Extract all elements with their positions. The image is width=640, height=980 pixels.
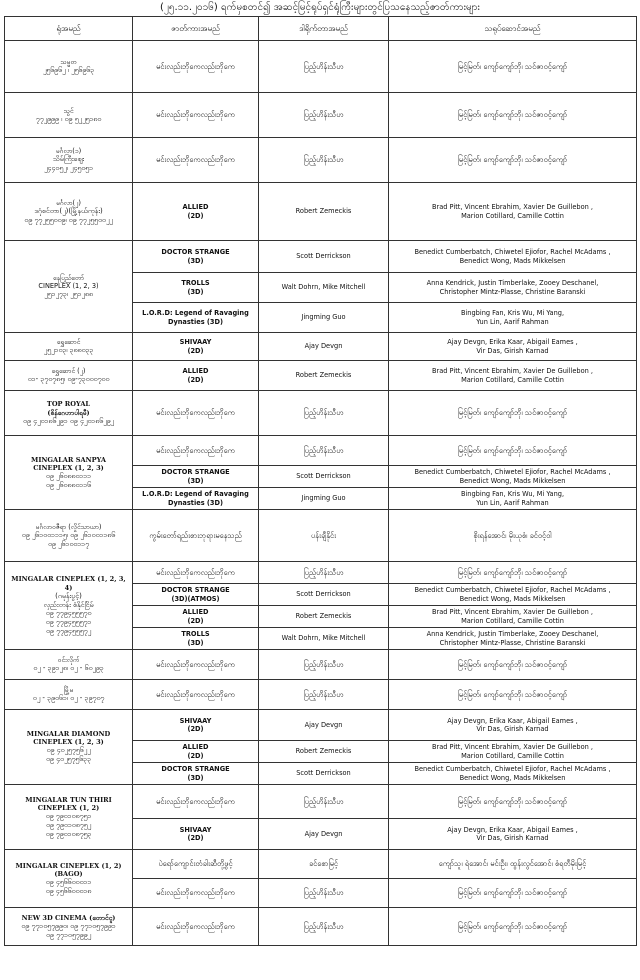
director-cell: ပြည့်ဟိန်းသီဟ bbox=[259, 680, 389, 710]
director-cell: Jingming Guo bbox=[259, 488, 389, 510]
cinema-name: TOP ROYAL (စိန်ဂေဟာပါရမီ) bbox=[46, 400, 91, 417]
cinema-phone: ၀၉ ၇၇၁၀၅၇၉၉၀၊ ၀၉ ၇၇၁၀၅၇၉၉၁ bbox=[21, 921, 116, 930]
film-cell: ALLIED (2D) bbox=[133, 183, 259, 241]
cinema-phone: ၂၄၄၀၅၂၊ ၂၄၅၀၅၁ bbox=[43, 164, 94, 173]
cinema-cell bbox=[5, 436, 133, 510]
cast-cell: Brad Pitt, Vincent Ebrahim, Xavier De Guillebon , Marion Cotillard, Camille Cottin bbox=[389, 183, 637, 241]
director-cell: Robert Zemeckis bbox=[259, 183, 389, 241]
cast-cell: Benedict Cumberbatch, Chiwetel Ejiofor, Rachel McAdams , Benedict Wong, Mads Mikkelsen bbox=[389, 763, 637, 785]
table-row bbox=[5, 183, 637, 241]
cinema-phone: ၀၂ - ၃၉၁၂၈၊ ၀၂ - ၆၀၂၉၃ bbox=[33, 664, 104, 673]
header-cast: သရုပ်ဆောင်အမည် bbox=[389, 17, 637, 41]
cinema-phone: ၀၉ ၇၉၀၁၀၈၇၅၁ bbox=[45, 812, 92, 821]
cinema-phone: ၂၅၆၉၆၂ ၊ ၂၅၆၉၆၃ bbox=[42, 66, 95, 75]
cast-cell: မြင့်မြတ်၊ ကျော်ကျော်ဘို၊ သင်ဇာဝင့်ကျော် bbox=[389, 908, 637, 946]
cinema-cell bbox=[5, 850, 133, 908]
header-row bbox=[5, 17, 637, 41]
cinema-name: မြို့မ bbox=[63, 686, 74, 694]
cast-cell: Benedict Cumberbatch, Chiwetel Ejiofor, Rachel McAdams , Benedict Wong, Mads Mikkelsen bbox=[389, 241, 637, 273]
cinema-phone: ၀၉ ၂၆၀၈၈၀၁၁၆ bbox=[45, 480, 92, 489]
cinema-phone: ဒဂုံစင်တာ(၂)(မြို့နယ်ကုန်း) bbox=[34, 206, 103, 215]
cinema-name: သမ္မတ bbox=[60, 58, 77, 66]
cast-cell: Bingbing Fan, Kris Wu, Mi Yang, Yun Lin, Aarif Rahman bbox=[389, 488, 637, 510]
film-cell: မင်းလည်းဘိုကေလည်းဘိုကေ bbox=[133, 436, 259, 466]
cast-cell: မြင့်မြတ်၊ ကျော်ကျော်ဘို၊ သင်ဇာဝင့်ကျော် bbox=[389, 562, 637, 584]
film-cell: ALLIED (2D) bbox=[133, 361, 259, 391]
cinema-phone: ၀၉ ၇၉၀၁၀၈၇၅၃ bbox=[45, 829, 92, 838]
showtimes-table bbox=[4, 16, 637, 946]
director-cell: Walt Dohrn, Mike Mitchell bbox=[259, 628, 389, 650]
cinema-name: MINGALAR TUN THIRI CINEPLEX (1, 2) bbox=[25, 795, 112, 812]
cast-cell: Anna Kendrick, Justin Timberlake, Zooey Deschanel, Christopher Mintz-Plasse, Christine Baranski bbox=[389, 273, 637, 303]
film-cell: မင်းလည်းဘိုကေလည်းဘိုကေ bbox=[133, 680, 259, 710]
cinema-cell bbox=[5, 138, 133, 183]
director-cell: Scott Derrickson bbox=[259, 584, 389, 606]
director-cell: Ajay Devgn bbox=[259, 333, 389, 361]
cast-cell: မြင့်မြတ်၊ ကျော်ကျော်ဘို၊ သင်ဇာဝင့်ကျော် bbox=[389, 391, 637, 436]
table-row bbox=[5, 436, 637, 466]
film-cell: မင်းလည်းဘိုကေလည်းဘိုကေ bbox=[133, 879, 259, 908]
cinema-phone: လှည်းတန်း စံနိုင်ငြိမ် bbox=[43, 600, 94, 609]
cast-cell: Ajay Devgn, Erika Kaar, Abigail Eames , Vir Das, Girish Karnad bbox=[389, 333, 637, 361]
cast-cell: Brad Pitt, Vincent Ebrahim, Xavier De Guillebon , Marion Cotillard, Camille Cottin bbox=[389, 361, 637, 391]
cast-cell: Brad Pitt, Vincent Ebrahim, Xavier De Guillebon , Marion Cotillard, Camille Cottin bbox=[389, 606, 637, 628]
film-cell: L.O.R.D: Legend of Ravaging Dynasties (3D) bbox=[133, 488, 259, 510]
film-cell: DOCTOR STRANGE (3D) bbox=[133, 241, 259, 273]
table-row bbox=[5, 333, 637, 361]
director-cell: ပြည့်ဟိန်းသီဟ bbox=[259, 879, 389, 908]
film-cell: မင်းလည်းဘိုကေလည်းဘိုကေ bbox=[133, 785, 259, 819]
film-cell: မင်းလည်းဘိုကေလည်းဘိုကေ bbox=[133, 138, 259, 183]
director-cell: Robert Zemeckis bbox=[259, 741, 389, 763]
cinema-name: MINGALAR DIAMOND CINEPLEX (1, 2, 3) bbox=[26, 730, 111, 747]
cinema-name: NEW 3D CINEMA (တောင်ငူ) bbox=[21, 913, 116, 922]
header-cinema: ရုံအမည် bbox=[5, 17, 133, 41]
cinema-cell bbox=[5, 361, 133, 391]
director-cell: ပြည့်ဟိန်းသီဟ bbox=[259, 41, 389, 93]
director-cell: ပြည့်ဟိန်းသီဟ bbox=[259, 93, 389, 138]
cast-cell: စိုးရန်အောင်၊ မိုးယုစံ၊ ခင်ဝင့်ဝါ bbox=[389, 510, 637, 562]
cinema-name: MINGALAR SANPYA CINEPLEX (1, 2, 3) bbox=[31, 455, 106, 472]
table-row bbox=[5, 361, 637, 391]
table-row bbox=[5, 41, 637, 93]
director-cell: Ajay Devgn bbox=[259, 710, 389, 741]
film-cell: ကွမ်းတော်ရည်းစားဘုရားမနေသည် bbox=[133, 510, 259, 562]
cast-cell: မြင့်မြတ်၊ ကျော်ကျော်ဘို၊ သင်ဇာဝင့်ကျော် bbox=[389, 785, 637, 819]
film-cell: DOCTOR STRANGE (3D) bbox=[133, 466, 259, 488]
cinema-phone: သိမ်ကြီးဈေး bbox=[52, 155, 85, 164]
cinema-name: ဝင်းလိုက် bbox=[57, 656, 80, 664]
film-cell: DOCTOR STRANGE (3D) bbox=[133, 763, 259, 785]
cast-cell: Benedict Cumberbatch, Chiwetel Ejiofor, Rachel McAdams , Benedict Wong, Mads Mikkelsen bbox=[389, 466, 637, 488]
cinema-phone: ၀၂ - ၃၉၀၆၁၊ ၀၂ - ၃၉၇၀၇ bbox=[32, 694, 105, 703]
film-cell: SHIVAAY (2D) bbox=[133, 333, 259, 361]
cinema-cell bbox=[5, 680, 133, 710]
cinema-name: MINGALAR CINEPLEX (1, 2) (BAGO) bbox=[15, 861, 122, 878]
director-cell: ပြည့်ဟိန်းသီဟ bbox=[259, 138, 389, 183]
director-cell: Robert Zemeckis bbox=[259, 361, 389, 391]
cast-cell: Anna Kendrick, Justin Timberlake, Zooey Deschanel, Christopher Mintz-Plasse, Christine Baranski bbox=[389, 628, 637, 650]
cinema-cell bbox=[5, 93, 133, 138]
cinema-cell bbox=[5, 241, 133, 333]
director-cell: Scott Derrickson bbox=[259, 763, 389, 785]
director-cell: ပန်းချီနိုင်း bbox=[259, 510, 389, 562]
film-cell: SHIVAAY (2D) bbox=[133, 819, 259, 850]
cast-cell: မြင့်မြတ်၊ ကျော်ကျော်ဘို၊ သင်ဇာဝင့်ကျော် bbox=[389, 436, 637, 466]
cinema-phone: ၀၉ ၇၇၉၄၅၅၅၇၂ bbox=[45, 626, 92, 635]
cinema-cell bbox=[5, 391, 133, 436]
table-row bbox=[5, 650, 637, 680]
table-row bbox=[5, 680, 637, 710]
film-cell: DOCTOR STRANGE (3D)(ATMOS) bbox=[133, 584, 259, 606]
table-row bbox=[5, 785, 637, 819]
cinema-name: သွင် bbox=[63, 106, 74, 115]
film-cell: ALLIED (2D) bbox=[133, 606, 259, 628]
cast-cell: မြင့်မြတ်၊ ကျော်ကျော်ဘို၊ သင်ဇာဝင့်ကျော် bbox=[389, 93, 637, 138]
film-cell: ALLIED (2D) bbox=[133, 741, 259, 763]
cinema-phone: ၀၉ ၂၆၁၀၀၁၁၁၅၊ ၀၉ ၂၆၁၀၀၁၁၈၆ bbox=[21, 530, 116, 539]
director-cell: ပြည့်ဟိန်းသီဟ bbox=[259, 650, 389, 680]
cinema-phone: ၀၉ ၄၅၆၆၀၀၀၁၁ bbox=[45, 877, 92, 886]
cast-cell: မြင့်မြတ်၊ ကျော်ကျော်ဘို၊ သင်ဇာဝင့်ကျော် bbox=[389, 879, 637, 908]
film-cell: မင်းလည်းဘိုကေလည်းဘိုကေ bbox=[133, 562, 259, 584]
cinema-cell bbox=[5, 908, 133, 946]
cinema-phone: ၂၅၂၁၀၃၊ ၃၈၈၀၃၃ bbox=[43, 346, 94, 355]
director-cell: ပြည့်ဟိန်းသီဟ bbox=[259, 908, 389, 946]
cast-cell: Benedict Cumberbatch, Chiwetel Ejiofor, Rachel McAdams , Benedict Wong, Mads Mikkelsen bbox=[389, 584, 637, 606]
cinema-name: MINGALAR CINEPLEX (1, 2, 3, 4) bbox=[11, 575, 126, 592]
cinema-cell bbox=[5, 785, 133, 850]
cinema-name: ရွှေဆောင် bbox=[56, 338, 81, 346]
film-cell: SHIVAAY (2D) bbox=[133, 710, 259, 741]
cinema-phone: ၀၉ ၇၇၉၄၅၅၅၇၀ bbox=[45, 609, 92, 618]
cinema-phone: ၀၉ ၇၇၁၀၅၇၉၉၂ bbox=[45, 930, 92, 939]
film-cell: မင်းလည်းဘိုကေလည်းဘိုကေ bbox=[133, 391, 259, 436]
cinema-phone: ၀၉ ၇၇၉၄၅၅၅၇၁ bbox=[45, 618, 92, 627]
cinema-name: မင်္ဂလာ(၁) bbox=[55, 147, 82, 156]
film-cell: TROLLS (3D) bbox=[133, 273, 259, 303]
director-cell: Scott Derrickson bbox=[259, 241, 389, 273]
film-cell: မင်းလည်းဘိုကေလည်းဘိုကေ bbox=[133, 93, 259, 138]
cast-cell: Brad Pitt, Vincent Ebrahim, Xavier De Guillebon , Marion Cotillard, Camille Cottin bbox=[389, 741, 637, 763]
cinema-phone: ၀၉ ၇၇၂၅၅၀၀၉၊ ၀၉ ၇၇၂၅၅၀၀၂၂ bbox=[24, 215, 113, 224]
cast-cell: Bingbing Fan, Kris Wu, Mi Yang, Yun Lin, Aarif Rahman bbox=[389, 303, 637, 333]
cast-cell: Ajay Devgn, Erika Kaar, Abigail Eames , Vir Das, Girish Karnad bbox=[389, 710, 637, 741]
page-title: (၂၅.၁၁.၂၀၁၆) ရက်မှစတင်၍ အဆင့်မြင့်ရုပ်ရှင်ရုံကြီးများတွင်ပြသနေသည့်ဇာတ်ကားများ bbox=[160, 2, 480, 13]
director-cell: Scott Derrickson bbox=[259, 466, 389, 488]
cinema-cell bbox=[5, 650, 133, 680]
film-cell: မင်းလည်းဘိုကေလည်းဘိုကေ bbox=[133, 650, 259, 680]
cinema-cell bbox=[5, 510, 133, 562]
table-row bbox=[5, 93, 637, 138]
table-row bbox=[5, 241, 637, 273]
cinema-name: မင်္ဂလာ(၂) bbox=[56, 198, 81, 207]
cinema-name: ရွှေဆောင် (၂) bbox=[51, 367, 86, 375]
cinema-phone: ၀၉ ၄၀၂၅၇၅၆၂၂ bbox=[46, 746, 91, 755]
table-row bbox=[5, 908, 637, 946]
director-cell: ပြည့်ဟိန်းသီဟ bbox=[259, 785, 389, 819]
table-row bbox=[5, 510, 637, 562]
table-row bbox=[5, 138, 637, 183]
cast-cell: ကျော်သူ၊ ရဲအောင်၊ မင်းဦး၊ ထွန်းလွင်အောင်၊ စံရတီမိုးမြင့် bbox=[389, 850, 637, 879]
film-cell: မင်းလည်းဘိုကေလည်းဘိုကေ bbox=[133, 908, 259, 946]
cinema-phone: ၇၇၂၉၉၉ ၊ ၀၉ ၅၂၂၅၁၈၀ bbox=[35, 114, 102, 123]
header-director: ဒါရိုက်တာအမည် bbox=[259, 17, 389, 41]
cast-cell: မြင့်မြတ်၊ ကျော်ကျော်ဘို၊ သင်ဇာဝင့်ကျော် bbox=[389, 41, 637, 93]
director-cell: Jingming Guo bbox=[259, 303, 389, 333]
film-cell: ပဲရော်ကျောင်းတံခါးဆီတို့ဖွင့် bbox=[133, 850, 259, 879]
cinema-cell bbox=[5, 333, 133, 361]
cinema-cell bbox=[5, 710, 133, 785]
table-row bbox=[5, 391, 637, 436]
cast-cell: မြင့်မြတ်၊ ကျော်ကျော်ဘို၊ သင်ဇာဝင့်ကျော် bbox=[389, 680, 637, 710]
cinema-name: မင်္ဂလာဝဇီရာ (လှိုင်သာယာ) bbox=[35, 522, 102, 531]
table-row bbox=[5, 562, 637, 584]
cinema-phone: (ဂမုန်းပွင့်) bbox=[55, 591, 82, 600]
director-cell: Ajay Devgn bbox=[259, 819, 389, 850]
cinema-phone: ၀၉ ၄၂၀၁၈၆၂၉၁ ၀၉ ၄၂၀၁၈၆၂၉၂ bbox=[23, 416, 114, 425]
director-cell: Walt Dohrn, Mike Mitchell bbox=[259, 273, 389, 303]
director-cell: Robert Zemeckis bbox=[259, 606, 389, 628]
cinema-phone: ၀၉ ၇၉၀၁၀၈၇၅၂ bbox=[45, 820, 92, 829]
director-cell: ခင်စောမြင့် bbox=[259, 850, 389, 879]
cinema-phone: ၀၉ ၂၆၁၀၀၁၁၇ bbox=[47, 539, 90, 548]
cinema-cell bbox=[5, 41, 133, 93]
cinema-phone: ၀၉ ၄၀၂၅၇၅၆၃၃ bbox=[45, 755, 92, 764]
cinema-phone: ၀၉ ၄၅၆၆၀၀၀၁၈ bbox=[45, 886, 92, 895]
cinema-cell bbox=[5, 562, 133, 650]
film-cell: L.O.R.D: Legend of Ravaging Dynasties (3D) bbox=[133, 303, 259, 333]
cinema-cell bbox=[5, 183, 133, 241]
film-cell: TROLLS (3D) bbox=[133, 628, 259, 650]
director-cell: ပြည့်ဟိန်းသီဟ bbox=[259, 391, 389, 436]
cinema-phone: ၂၅၁၂၇၃၊ ၂၅၁၂၈၈ bbox=[44, 290, 93, 299]
table-row bbox=[5, 710, 637, 741]
cast-cell: Ajay Devgn, Erika Kaar, Abigail Eames , Vir Das, Girish Karnad bbox=[389, 819, 637, 850]
cast-cell: မြင့်မြတ်၊ ကျော်ကျော်ဘို၊ သင်ဇာဝင့်ကျော် bbox=[389, 650, 637, 680]
director-cell: ပြည့်ဟိန်းသီဟ bbox=[259, 562, 389, 584]
cinema-phone: ၀၁- ၃၇၀၇၈၅၊ ၀၉-၇၃၀၀၀၇၀၀ bbox=[27, 375, 110, 384]
cinema-name: နေပြည်တော် CINEPLEX (1, 2, 3) bbox=[38, 273, 99, 291]
director-cell: ပြည့်ဟိန်းသီဟ bbox=[259, 436, 389, 466]
cinema-phone: ၀၉ ၂၆၀၈၈၀၁၁၁ bbox=[45, 471, 92, 480]
film-cell: မင်းလည်းဘိုကေလည်းဘိုကေ bbox=[133, 41, 259, 93]
cast-cell: မြင့်မြတ်၊ ကျော်ကျော်ဘို၊ သင်ဇာဝင့်ကျော် bbox=[389, 138, 637, 183]
table-row bbox=[5, 850, 637, 879]
header-film: ဇာတ်ကားအမည် bbox=[133, 17, 259, 41]
